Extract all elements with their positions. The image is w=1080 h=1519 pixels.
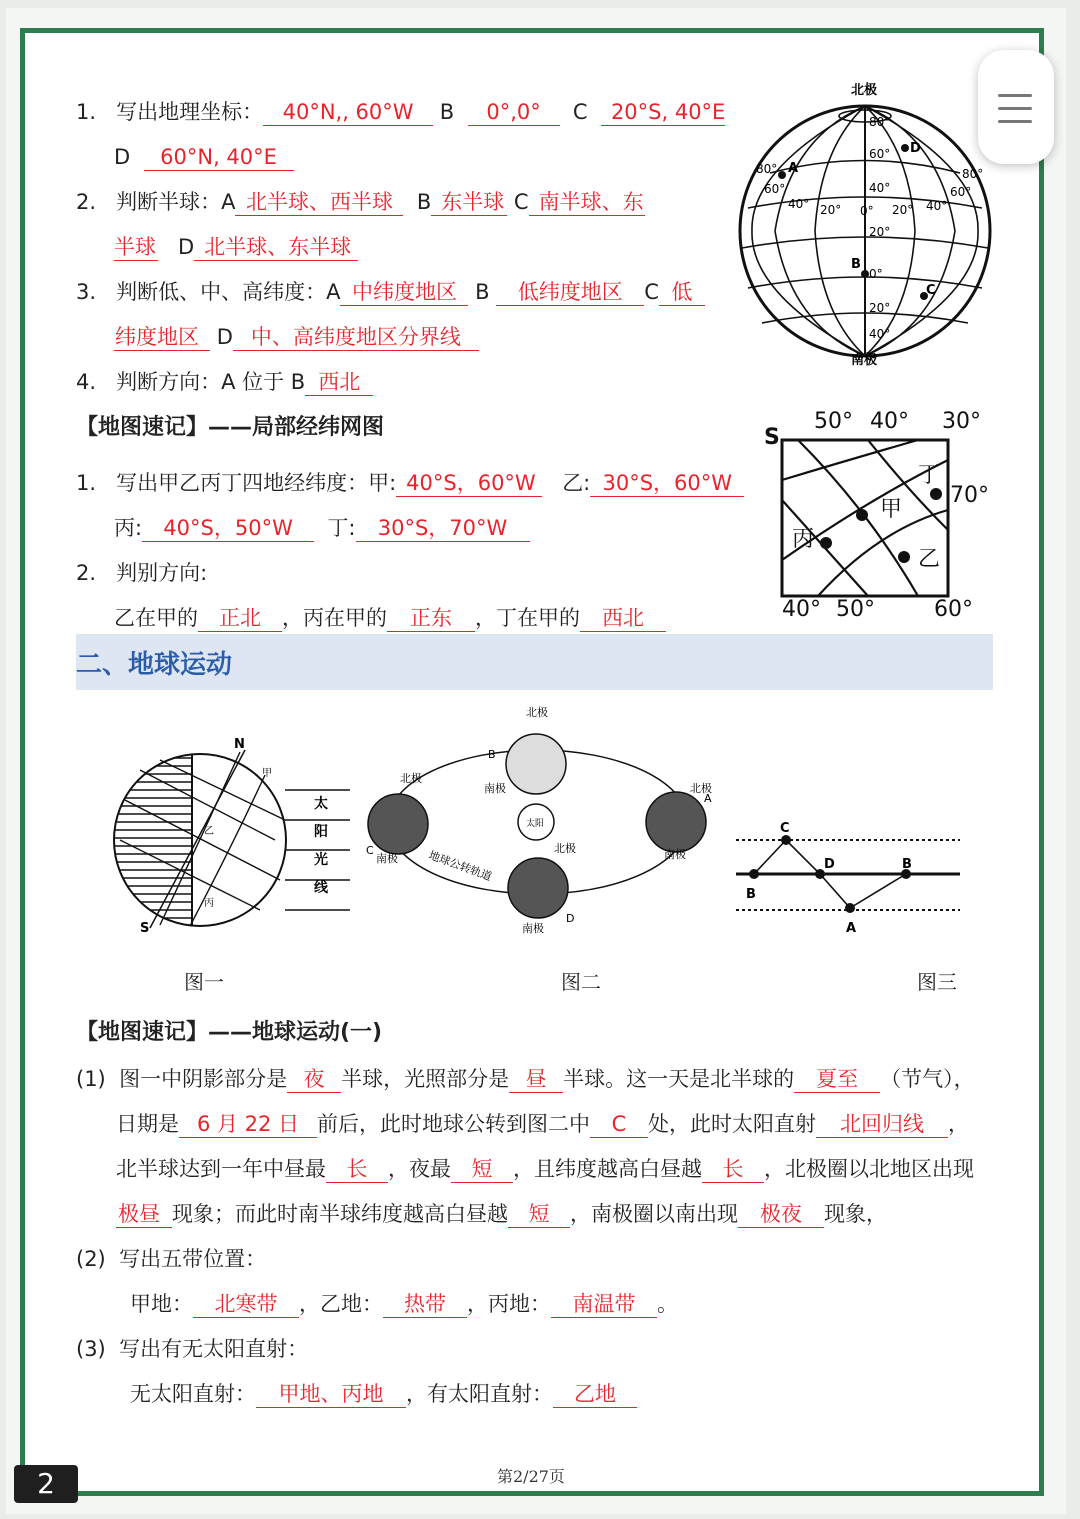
caption-figure-1: 图一: [184, 970, 224, 994]
answer-field: 30°S，60°W: [590, 471, 744, 497]
svg-text:0°: 0°: [860, 204, 874, 218]
svg-text:20°: 20°: [892, 203, 914, 217]
question-3-cont: 纬度地区 D 中、高纬度地区分界线: [114, 323, 479, 351]
svg-text:30°: 30°: [942, 409, 981, 434]
svg-text:南极: 南极: [376, 852, 398, 865]
caption-figure-3: 图三: [917, 970, 957, 994]
motion-question-1: (1) 图一中阴影部分是 夜 半球，光照部分是 昼 半球。这一天是北半球的 夏至 （节气），: [76, 1067, 975, 1091]
svg-text:40°: 40°: [870, 409, 909, 434]
figure-3-solar-point: [730, 820, 970, 940]
answer-field: 40°N,, 60°W: [263, 100, 433, 126]
question-4: 4. 判断方向：A 位于 B 西北: [76, 368, 373, 396]
answer-field: 低: [659, 280, 705, 306]
answer-field: 东半球: [431, 190, 507, 216]
svg-text:60°: 60°: [950, 185, 972, 199]
grid-question-1: 1. 写出甲乙丙丁四地经纬度：甲: 40°S，60°W 乙: 30°S，60°W: [76, 469, 744, 497]
svg-text:B: B: [746, 887, 756, 902]
svg-text:50°: 50°: [814, 409, 853, 434]
svg-text:A: A: [704, 792, 712, 805]
svg-text:B: B: [902, 857, 912, 872]
svg-text:北极: 北极: [554, 842, 576, 855]
caption-figure-2: 图二: [561, 970, 601, 994]
svg-text:60°: 60°: [764, 182, 786, 196]
answer-field: 60°N, 40°E: [144, 145, 294, 171]
svg-text:太阳: 太阳: [526, 819, 545, 829]
menu-icon: [998, 94, 1032, 97]
svg-text:C: C: [780, 821, 790, 836]
svg-text:20°: 20°: [820, 203, 842, 217]
answer-field: 正东: [387, 606, 475, 632]
svg-text:S: S: [140, 921, 150, 936]
answer-field: 纬度地区: [114, 325, 210, 351]
answer-field: 30°S，70°W: [356, 516, 530, 542]
svg-text:A: A: [846, 921, 857, 936]
section-title: 二、地球运动: [76, 650, 233, 680]
svg-text:C: C: [926, 283, 936, 298]
question-1-cont: D 60°N, 40°E: [114, 143, 294, 171]
motion-question-2: (2) 写出五带位置：: [76, 1247, 267, 1271]
answer-field: 中、高纬度地区分界线: [233, 325, 479, 351]
svg-text:D: D: [566, 912, 575, 925]
motion-question-2-cont: 甲地： 北寒带 ，乙地： 热带 ，丙地： 南温带 。: [130, 1292, 678, 1316]
svg-text:60°: 60°: [934, 597, 973, 622]
menu-icon: [998, 107, 1032, 110]
section-heading: 【地图速记】——局部经纬网图: [76, 415, 385, 440]
motion-question-1-line4: 极昼 现象；而此时南半球纬度越高白昼越 短 ，南极圈以南出现 极夜 现象，: [118, 1202, 887, 1226]
svg-text:B: B: [851, 257, 861, 272]
svg-text:S: S: [764, 425, 780, 450]
svg-text:南极: 南极: [664, 848, 686, 861]
question-1: 1. 写出地理坐标： 40°N,, 60°W B 0°,0° C 20°S, 40°E: [76, 100, 726, 124]
svg-text:太: 太: [314, 796, 328, 812]
svg-text:地球公转轨道: 地球公转轨道: [426, 848, 494, 884]
question-3: 3. 判断低、中、高纬度：A 中纬度地区 B 低纬度地区 C 低: [76, 278, 705, 306]
grid-question-2-cont: 乙在甲的 正北 ，丙在甲的 正东 ，丁在甲的 西北: [114, 604, 666, 632]
question-2: 2. 判断半球：A 北半球、西半球 B 东半球 C 南半球、东: [76, 190, 644, 214]
svg-text:A: A: [788, 161, 799, 176]
answer-field: 40°S，60°W: [396, 471, 542, 497]
section-title-bar: [76, 634, 993, 690]
figure-2-revolution: [362, 702, 742, 940]
local-graticule-diagram: [758, 400, 998, 630]
svg-text:甲: 甲: [880, 497, 903, 522]
svg-text:40°: 40°: [869, 181, 891, 195]
svg-text:N: N: [234, 737, 245, 752]
svg-text:40°: 40°: [788, 197, 810, 211]
svg-text:北极: 北极: [526, 706, 548, 719]
answer-field: 北半球、西半球: [235, 190, 403, 216]
svg-text:乙: 乙: [204, 826, 214, 837]
svg-text:南极: 南极: [522, 922, 544, 935]
svg-text:0°: 0°: [869, 267, 883, 281]
svg-text:40°: 40°: [869, 327, 891, 341]
answer-field: 0°,0°: [468, 100, 560, 126]
motion-question-3-cont: 无太阳直射： 甲地、丙地 ，有太阳直射： 乙地: [130, 1380, 637, 1408]
svg-text:50°: 50°: [836, 597, 875, 622]
answer-field: 低纬度地区: [496, 280, 644, 306]
svg-text:甲: 甲: [262, 768, 272, 779]
svg-text:阳: 阳: [314, 824, 328, 840]
motion-question-1-line3: 北半球达到一年中昼最 长 ，夜最 短 ，且纬度越高白昼越 长 ，北极圈以北地区出现: [116, 1157, 974, 1181]
svg-text:80°: 80°: [869, 115, 891, 129]
svg-text:80°: 80°: [962, 167, 984, 181]
svg-text:40°: 40°: [782, 597, 821, 622]
motion-question-3: (3) 写出有无太阳直射：: [76, 1337, 309, 1361]
answer-field: 正北: [198, 606, 282, 632]
grid-question-1-cont: 丙: 40°S，50°W 丁: 30°S，70°W: [114, 514, 530, 542]
page-badge[interactable]: 2: [14, 1465, 78, 1503]
svg-text:B: B: [488, 748, 496, 761]
answer-field: 西北: [580, 606, 666, 632]
figure-1-illumination: [100, 730, 360, 940]
menu-icon: [998, 120, 1032, 123]
answer-field: 北半球、东半球: [194, 235, 358, 261]
svg-text:丁: 丁: [918, 463, 941, 488]
answer-field: 西北: [305, 370, 373, 396]
svg-text:70°: 70°: [950, 483, 989, 508]
north-pole-label: 北极: [851, 83, 878, 98]
svg-text:C: C: [366, 844, 374, 857]
svg-text:20°: 20°: [869, 225, 891, 239]
floating-menu-button[interactable]: [978, 50, 1054, 164]
answer-field: 20°S, 40°E: [601, 100, 725, 126]
svg-text:20°: 20°: [869, 301, 891, 315]
svg-text:丙: 丙: [792, 527, 815, 552]
svg-text:北极: 北极: [690, 782, 712, 795]
answer-field: 南半球、东: [529, 190, 645, 216]
globe-diagram: [730, 78, 1000, 368]
svg-text:北极: 北极: [400, 772, 422, 785]
answer-field: 半球: [114, 235, 156, 259]
page-number: 第2/27页: [497, 1467, 565, 1486]
svg-text:60°: 60°: [869, 147, 891, 161]
svg-text:光: 光: [314, 852, 328, 868]
svg-text:80°: 80°: [756, 162, 778, 176]
question-2-cont: 半球 D 北半球、东半球: [114, 233, 358, 261]
svg-text:乙: 乙: [918, 547, 941, 572]
south-pole-label: 南极: [851, 353, 878, 368]
motion-question-1-line2: 日期是 6 月 22 日 前后，此时地球公转到图二中 C 处，此时太阳直射 北回归线 ，: [116, 1112, 969, 1136]
svg-text:南极: 南极: [484, 782, 506, 795]
svg-text:D: D: [910, 141, 921, 156]
svg-text:丙: 丙: [204, 898, 214, 909]
answer-field: 40°S，50°W: [142, 516, 314, 542]
svg-text:40°: 40°: [926, 199, 948, 213]
answer-field: 中纬度地区: [340, 280, 468, 306]
svg-text:D: D: [824, 857, 835, 872]
section-heading: 【地图速记】——地球运动(一): [76, 1020, 383, 1045]
svg-text:线: 线: [314, 880, 328, 896]
grid-question-2: 2. 判别方向:: [76, 561, 208, 585]
